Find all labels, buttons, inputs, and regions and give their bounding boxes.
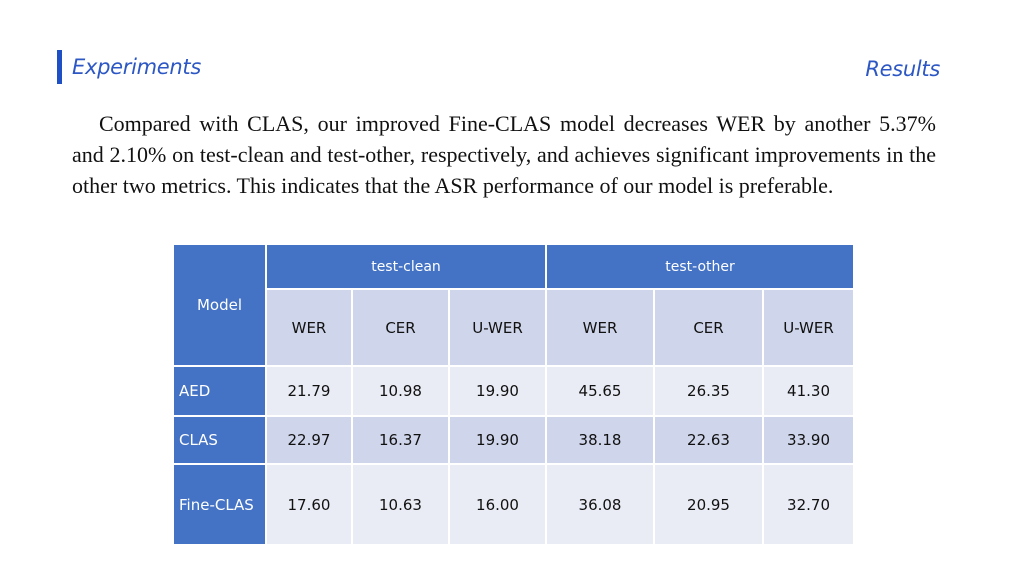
table-cell: 45.65 <box>546 366 654 416</box>
metric-header: CER <box>654 289 763 366</box>
table-row <box>173 464 854 545</box>
model-header: Model <box>173 244 266 366</box>
metric-header: U-WER <box>449 289 546 366</box>
table-cell: 41.30 <box>763 366 854 416</box>
table-cell: 20.95 <box>654 464 763 545</box>
table-cell: 10.63 <box>352 464 449 545</box>
table-cell: 17.60 <box>266 464 352 545</box>
metric-header: WER <box>266 289 352 366</box>
table-cell: 26.35 <box>654 366 763 416</box>
group-header-test-clean: test-clean <box>266 244 546 289</box>
table-row <box>173 366 854 416</box>
table-cell: 32.70 <box>763 464 854 545</box>
section-accent-bar <box>57 50 62 84</box>
table-cell: 33.90 <box>763 416 854 464</box>
table-cell: 22.97 <box>266 416 352 464</box>
table-cell: 36.08 <box>546 464 654 545</box>
table-row <box>173 416 854 464</box>
body-paragraph: Compared with CLAS, our improved Fine-CLAS model decreases WER by another 5.37% and 2.10% on test-clean and test-other, respectively, and achieves significant improvements in the other two metrics. This indicates that the ASR performance of our model is preferable. <box>72 111 936 198</box>
table-header-row-groups <box>173 244 854 289</box>
section-label-results: Results <box>865 57 940 81</box>
table-cell: 21.79 <box>266 366 352 416</box>
table-cell: 38.18 <box>546 416 654 464</box>
metric-header: CER <box>352 289 449 366</box>
table-cell: 19.90 <box>449 416 546 464</box>
section-title: Experiments <box>72 55 201 79</box>
table-cell: 10.98 <box>352 366 449 416</box>
table-cell: 22.63 <box>654 416 763 464</box>
table-cell: 16.37 <box>352 416 449 464</box>
group-header-test-other: test-other <box>546 244 854 289</box>
metric-header: WER <box>546 289 654 366</box>
table-cell: 19.90 <box>449 366 546 416</box>
results-table <box>172 243 855 546</box>
row-model-label: AED <box>173 366 266 416</box>
row-model-label: CLAS <box>173 416 266 464</box>
table-header-row-metrics <box>173 289 854 366</box>
metric-header: U-WER <box>763 289 854 366</box>
table-cell: 16.00 <box>449 464 546 545</box>
row-model-label: Fine-CLAS <box>173 464 266 545</box>
